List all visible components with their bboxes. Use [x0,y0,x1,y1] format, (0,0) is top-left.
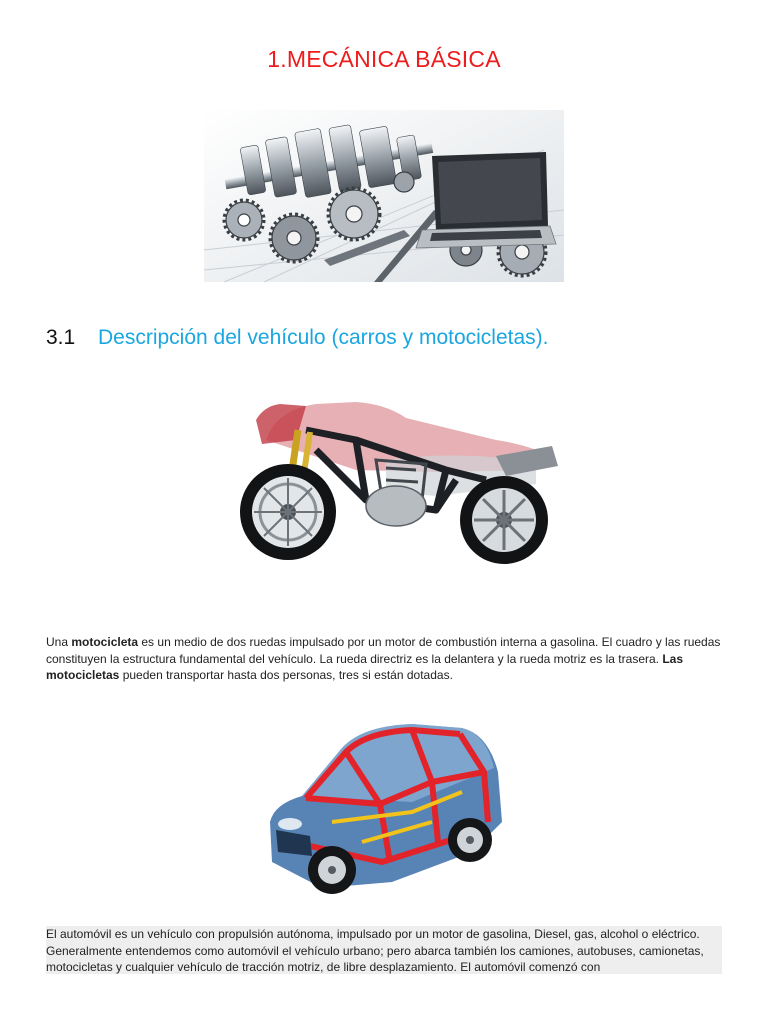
section-heading [46,326,549,360]
motorcycle-cutaway-image [236,400,560,566]
gears-laptop-image [204,110,564,282]
paragraph-bold: motocicleta [71,635,139,649]
paragraph-text: Una [46,635,72,649]
motorcycle-paragraph [46,634,726,684]
car-cutaway-image [262,712,506,902]
page-title: 1.MECÁNICA BÁSICA [267,46,501,72]
paragraph-text: pueden transportar hasta dos personas, tres si están dotadas. [119,668,453,682]
automobile-paragraph: El automóvil es un vehículo con propulsión autónoma, impulsado por un motor de gasolina, Diesel, gas, alcohol o eléctrico. Generalmente entendemos como automóvil el vehículo urbano; pero abarca también los camiones, autobuses, camionetas, motocicletas y cualquier vehículo de tracción motriz, de libre desplazamiento. El automóvil comenzó con [46,926,722,974]
section-title: Descripción del vehículo (carros y motocicletas). [98,326,549,349]
paragraph-text: es un medio de dos ruedas impulsado por un motor de combustión interna a gasolina. El cuadro y las ruedas constituyen la estructura fundamental del vehículo. La rueda directriz es la delantera y la rueda motriz es la trasera. [46,635,721,666]
paragraph-bold: Las motocicletas [46,651,684,682]
section-number: 3.1 [46,326,76,349]
